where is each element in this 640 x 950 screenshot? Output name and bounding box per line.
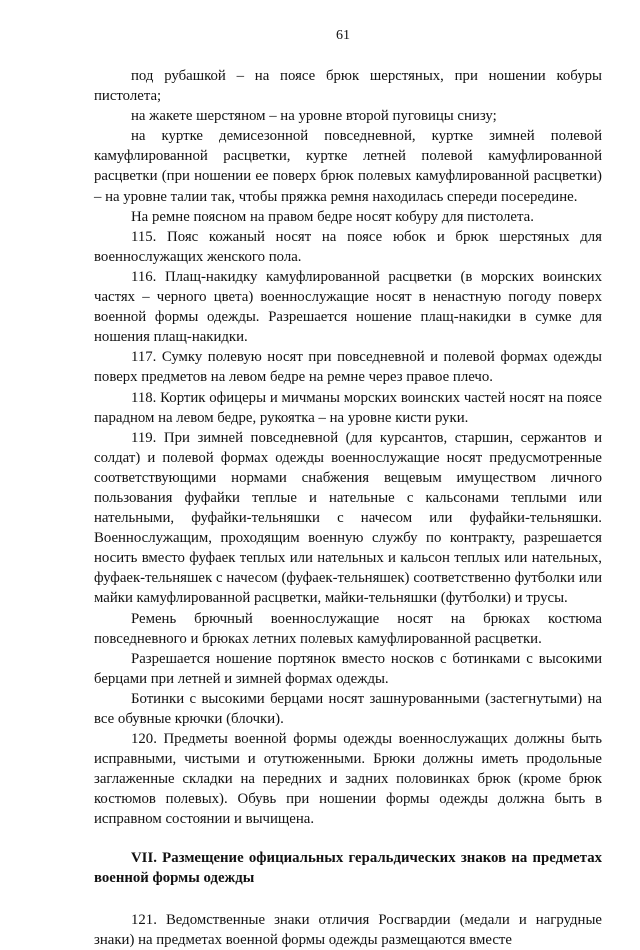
paragraph: Разрешается ношение портянок вместо носков с ботинками с высокими берцами при летней и зимней формах одежды. xyxy=(94,650,602,687)
section-heading: VII. Размещение официальных геральдических знаков на предметах военной формы одежды xyxy=(94,849,602,886)
paragraph-120: 120. Предметы военной формы одежды военнослужащих должны быть исправными, чистыми и отутюженными. Брюки должны иметь продольные заглаженные складки на передних и задних половинках брюк (кроме брюк костюмов полевых). Обувь при ношении формы одежды должна быть в исправном состоянии и вычищена. xyxy=(94,731,602,828)
paragraph: Ботинки с высокими берцами носят зашнурованными (застегнутыми) на все обувные крючки (блочки). xyxy=(94,690,602,727)
page-number: 61 xyxy=(336,28,350,43)
paragraph-121: 121. Ведомственные знаки отличия Росгвардии (медали и нагрудные знаки) на предметах военной формы одежды размещаются вместе xyxy=(94,911,602,948)
paragraph: на жакете шерстяном – на уровне второй пуговицы снизу; xyxy=(131,108,497,125)
paragraph: Ремень брючный военнослужащие носят на брюках костюма повседневного и брюках летних полевых камуфлированной расцветки. xyxy=(94,610,602,647)
paragraph-117: 117. Сумку полевую носят при повседневной и полевой формах одежды поверх предметов на левом бедре на ремне через правое плечо. xyxy=(94,349,602,386)
paragraph-119: 119. При зимней повседневной (для курсантов, старшин, сержантов и солдат) и полевой формах одежды военнослужащие носят предусмотренные соответствующими нормами снабжения вещевым имуществом личного пользования фуфайки теплые и нательные с кальсонами теплыми или нательными, фуфайки-тельняшки с начесом или фуфайки-тельняшки. Военнослужащим, проходящим военную службу по контракту, разрешается носить вместо фуфаек теплых или нательных и кальсон теплых или нательных, фуфаек-тельняшек с начесом (фуфаек-тельняшек) соответственно футболки или майки камуфлированной расцветки, майки-тельняшки (футболки) и трусы. xyxy=(94,429,602,607)
document-body xyxy=(94,66,602,950)
paragraph-116: 116. Плащ-накидку камуфлированной расцветки (в морских воинских частях – черного цвета) военнослужащие носят в ненастную погоду поверх военной формы одежды. Разрешается ношение плащ-накидки в сумке для ношения плащ-накидки. xyxy=(94,268,602,346)
paragraph-115: 115. Пояс кожаный носят на поясе юбок и брюк шерстяных для военнослужащих женского пола. xyxy=(94,228,602,265)
paragraph: На ремне поясном на правом бедре носят кобуру для пистолета. xyxy=(131,208,534,225)
paragraph-118: 118. Кортик офицеры и мичманы морских воинских частей носят на поясе парадном на левом бедре, рукоятка – на уровне кисти руки. xyxy=(94,389,602,426)
paragraph: на куртке демисезонной повседневной, куртке зимней полевой камуфлированной расцветки, куртке летней полевой камуфлированной расцветки (при ношении ее поверх брюк полевых камуфлированной расцветки) – на уровне талии так, чтобы пряжка ремня находилась спереди посередине. xyxy=(94,128,602,205)
paragraph: под рубашкой – на поясе брюк шерстяных, при ношении кобуры пистолета; xyxy=(94,68,602,105)
